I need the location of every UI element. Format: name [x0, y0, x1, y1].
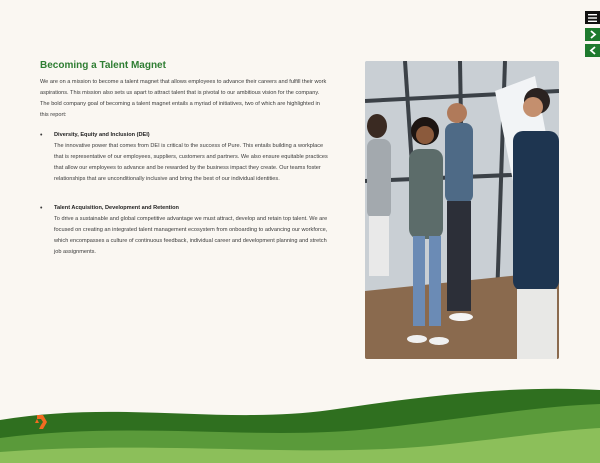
decorative-wave: [0, 380, 600, 463]
chevron-left-icon: [589, 46, 597, 55]
section-title: Becoming a Talent Magnet: [40, 60, 166, 71]
pure-logo-icon: [32, 414, 48, 430]
prev-page-button[interactable]: [585, 44, 600, 57]
menu-icon: [588, 14, 597, 22]
bullet-talent: [40, 203, 330, 258]
bullet-heading: Diversity, Equity and Inclusion (DEI): [54, 132, 150, 138]
intro-paragraph: We are on a mission to become a talent magnet that allows employees to advance their careers and fulfill their work aspirations. This mission also sets us apart to attract talent that is pivotal to our ambitious vision for the company. The bold company goal of becoming a talent magnet entails a myriad of initiatives, two of which are highlighted in this report:: [40, 79, 327, 119]
bullet-heading: Talent Acquisition, Development and Retention: [54, 205, 179, 211]
chevron-right-icon: [589, 30, 597, 39]
bullet-dot: •: [40, 205, 43, 212]
bullet-body: To drive a sustainable and global competitive advantage we must attract, develop and retain top talent. We are focused on creating an integrated talent management ecosystem from onboarding to advancing our workforce, which encompasses a culture of continuous feedback, individual career and development planning and stretch job assignments.: [54, 216, 328, 256]
bullet-body: The innovative power that comes from DEI is critical to the success of Pure. This entails building a workplace that is representative of our employees, suppliers, customers and partners. We also ensure equitable practices that allow our employees to advance and be rewarded by the business impact they create. Our teams foster relationships that are unconditionally inclusive and bring the best of our individual identities.: [54, 143, 328, 183]
menu-button[interactable]: [585, 11, 600, 24]
next-page-button[interactable]: [585, 28, 600, 41]
team-photo: [365, 61, 559, 359]
bullet-dei: [40, 130, 330, 185]
bullet-dot: •: [40, 132, 43, 139]
